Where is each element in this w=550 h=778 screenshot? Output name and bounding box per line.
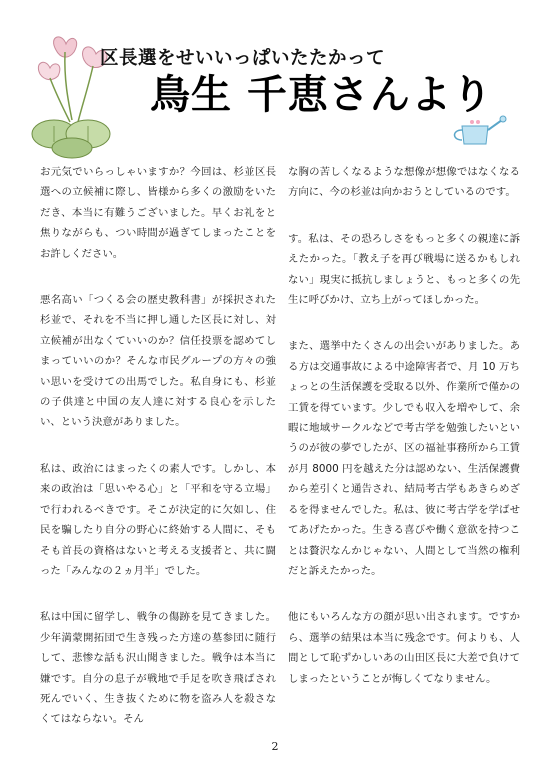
article-title: 鳥生 千恵さんより [150, 72, 493, 118]
body-paragraph: 他にもいろんな方の顔が思い出されます。ですから、選挙の結果は本当に残念です。何よりも、人間として恥ずかしいあの山田区長に大差で負けてしまったということが悔しくてなりません。 [288, 611, 520, 685]
body-paragraph: また、選挙中たくさんの出会いがありました。ある方は交通事故による中途障害者で、月 10 万ちょっとの生活保護を受取る以外、作業所で僅かの工賃を得ています。少しでも収入を増やして、余暇に地域サークルなどで考古学を勉強したいというのが彼の夢でしたが、区の福祉事務所から工賃が月 8000 円を越えた分は認めない、生活保護費から差引くと通告され、結局考古学もあきらめざるを得ませんでした。私は、彼に考古学を学ばせてあげたかった。生きる喜びや働く意欲を持つことは贅沢なんかじゃない、人間として当然の権利だと訴えたかった。 [288, 340, 520, 577]
body-paragraph: す。私は、その恐ろしさをもっと多くの親達に訴えたかった。「教え子を再び戦場に送るかもしれない」現実に抵抗しましょうと、もっと多くの先生に呼びかけ、立ち上がってほしかった。 [288, 232, 520, 307]
body-paragraph: 私は中国に留学し、戦争の傷跡を見てきました。少年満蒙開拓団で生き残った方達の墓参団に随行して、悲惨な話も沢山聞きました。戦争は本当に嫌です。自分の息子が戦地で手足を吹き飛ばされ死んでいく、生き抜くために物を盗み人を殺さなくてはならない。そん [40, 611, 276, 726]
body-paragraph: お元気でいらっしゃいますか？今回は、杉並区長選への立候補に際し、皆様から多くの激励をいただき、本当に有難うございました。早くお礼をと焦りながらも、つい時間が過ぎてしまったことをお許しください。 [40, 166, 276, 260]
body-paragraph: な胸の苦しくなるような想像が想像ではなくなる方向に、今の杉並は向かおうとしているのです。 [288, 166, 520, 199]
page-number: 2 [271, 740, 279, 753]
article-body-right-column [288, 162, 520, 715]
watering-can-icon [448, 112, 508, 152]
article-subtitle: 区長選をせいいっぱいたたかって [100, 48, 386, 69]
body-paragraph: 悪名高い「つくる会の歴史教科書」が採択された杉並で、それを不当に押し通した区長に対し、対立候補が出なくていいのか？信任投票を認めてしまっていいのか？そんな市民グループの方々の強い思いを受けての出馬でした。私自身にも、杉並の子供達と中国の友人達に対する良心を示したい、という決意がありました。 [40, 294, 276, 429]
article-body-left-column [40, 162, 276, 756]
body-paragraph: 私は、政治にはまったくの素人です。しかし、本来の政治は「思いやる心」と「平和を守る立場」で行われるべきです。そこが決定的に欠如し、住民を騙したり自分の野心に終始する人間に、そもそも首長の資格はないと考える支援者と、共に闘った「みんなの２ヵ月半」でした。 [40, 462, 276, 577]
